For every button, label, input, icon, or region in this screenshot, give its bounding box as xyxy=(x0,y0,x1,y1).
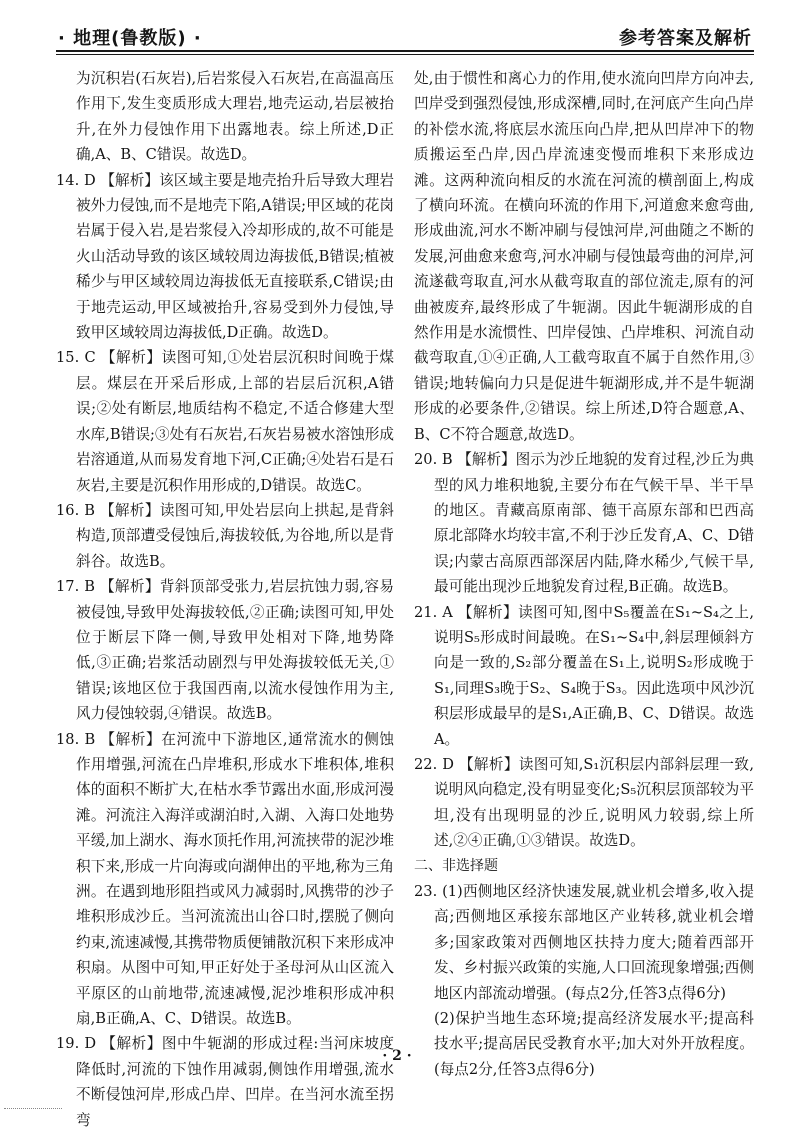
answer-item-19: 19. D 【解析】图中牛轭湖的形成过程:当河床坡度降低时,河流的下蚀作用减弱,侧蚀作用增强,流水不断侵蚀河岸,形成凸岸、凹岸。在当河水流至拐弯 xyxy=(56,1035,394,1129)
answer-item-21: 21. A 【解析】读图可知,图中S₅覆盖在S₁~S₄之上,说明S₅形成时间最晚。在S₁~S₄中,斜层理倾斜方向是一致的,S₂部分覆盖在S₁上,说明S₂形成晚于S₁,同理S₃晚于S₂、S₄晚于S₃。因此选项中风沙沉积层形成最早的是S₁,A正确,B、C、D错误。故选A。 xyxy=(414,603,754,748)
answer-item-22: 22. D 【解析】读图可知,S₁沉积层内部斜层理一致,说明风向稳定,没有明显变化;S₅沉积层顶部较为平坦,没有出现明显的沙丘,说明风力较弱,综上所述,②④正确,①③错误。故选D。 xyxy=(414,755,754,850)
page-number: · 2 · xyxy=(382,1048,412,1064)
answer-paragraph: 为沉积岩(石灰岩),后岩浆侵入石灰岩,在高温高压作用下,发生变质形成大理岩,地壳运动,岩层被抬升,在外力侵蚀作用下出露地表。综上所述,D正确,A、B、C错误。故选D。 xyxy=(76,70,394,164)
right-column xyxy=(414,66,754,1082)
answer-subitem: (2)保护当地生态环境;提高经济发展水平;提高科技水平;提高居民受教育水平;加大对外开放程度。(每点2分,任答3点得6分) xyxy=(434,1010,754,1078)
answer-item-20: 20. B 【解析】图示为沙丘地貌的发育过程,沙丘为典型的风力堆积地貌,主要分布在气候干旱、半干旱的地区。青藏高原南部、德干高原东部和巴西高原北部降水均较丰富,不利于沙丘发育,A、C、D错误;内蒙古高原西部深居内陆,降水稀少,气候干旱,最可能出现沙丘地貌发育过程,B正确。故选B。 xyxy=(414,451,754,596)
header-subject-label: · 地理(鲁教版) · xyxy=(58,28,202,49)
left-column xyxy=(56,66,394,1133)
page-header xyxy=(56,8,754,48)
answer-item-15: 15. C 【解析】读图可知,①处岩层沉积时间晚于煤层。煤层在开采后形成,上部的岩层后沉积,A错误;②处有断层,地质结构不稳定,不适合修建大型水库,B错误;③处有石灰岩,石灰岩易被水溶蚀形成岩溶通道,从而易发育地下河,C正确;④处岩石是石灰岩,主要是沉积作用形成的,D错误。故选C。 xyxy=(56,349,394,494)
answer-item-16: 16. B 【解析】读图可知,甲处岩层向上拱起,是背斜构造,顶部遭受侵蚀后,海拔较低,为谷地,所以是背斜谷。故选B。 xyxy=(56,501,394,570)
answer-item-14: 14. D 【解析】该区域主要是地壳抬升后导致大理岩被外力侵蚀,而不是地壳下陷,A错误;甲区域的花岗岩属于侵入岩,是岩浆侵入冷却形成的,故不可能是火山活动导致的该区域较周边海拔低,B错误;植被稀少与甲区域较周边海拔低无直接联系,C错误;由于地壳运动,甲区域被抬升,容易受到外力侵蚀,导致甲区域较周边海拔低,D正确。故选D。 xyxy=(56,171,394,342)
answer-item-18: 18. B 【解析】在河流中下游地区,通常流水的侧蚀作用增强,河流在凸岸堆积,形成水下堆积体,堆积体的面积不断扩大,在枯水季节露出水面,形成河漫滩。河流注入海洋或湖泊时,入湖、入海口处地势平缓,加上湖水、海水顶托作用,河流挟带的泥沙堆积下来,形成一片向海或向湖伸出的平地,称为三角洲。在遇到地形阻挡或风力减弱时,风携带的沙子堆积形成沙丘。当河流流出山谷口时,摆脱了侧向约束,流速减慢,其携带物质便铺散沉积下来形成冲积扇。从图中可知,甲正好处于圣母河从山区流入平原区的山前地带,流速减慢,泥沙堆积形成冲积扇,B正确,A、C、D错误。故选B。 xyxy=(56,730,394,1028)
answer-paragraph: 处,由于惯性和离心力的作用,使水流向凹岸方向冲去,凹岸受到强烈侵蚀,形成深槽,同时,在河底产生向凸岸的补偿水流,将底层水流压向凸岸,把从凹岸冲下的物质搬运至凸岸,因凸岸流速变慢而堆积下来形成边滩。这两种流向相反的水流在河流的横剖面上,构成了横向环流。在横向环流的作用下,河道愈来愈弯曲,形成曲流,河水不断冲刷与侵蚀河岸,河曲随之不断的发展,河曲愈来愈弯,河水冲刷与侵蚀最弯曲的河岸,河流遂截弯取直,河水从截弯取直的部位流走,原有的河曲被废弃,最终形成了牛轭湖。因此牛轭湖形成的自然作用是水流惯性、凹岸侵蚀、凸岸堆积、河流自动截弯取直,①④正确,人工截弯取直不属于自然作用,③错误;地转偏向力只是促进牛轭湖形成,并不是牛轭湖形成的必要条件,②错误。综上所述,D符合题意,A、B、C不符合题意,故选D。 xyxy=(414,70,754,443)
header-rule xyxy=(56,50,754,52)
header-section-title: 参考答案及解析 xyxy=(619,28,752,49)
section-heading: 二、非选择题 xyxy=(414,857,498,874)
answer-item-17: 17. B 【解析】背斜顶部受张力,岩层抗蚀力弱,容易被侵蚀,导致甲处海拔较低,②正确;读图可知,甲处位于断层下降一侧,导致甲处相对下降,地势降低,③正确;岩浆活动剧烈与甲处海拔较低无关,①错误;该地区位于我国西南,以流水侵蚀作用为主,风力侵蚀较弱,④错误。故选B。 xyxy=(56,578,394,723)
answer-item-23: 23. (1)西侧地区经济快速发展,就业机会增多,收入提高;西侧地区承接东部地区产业转移,就业机会增多;国家政策对西侧地区扶持力度大;随着西部开发、乡村振兴政策的实施,人口回流现象增强;西侧地区内部流动增强。(每点2分,任答3点得6分) xyxy=(414,883,754,1002)
header-rule-thin xyxy=(56,54,754,55)
footer-mark xyxy=(4,1108,62,1109)
